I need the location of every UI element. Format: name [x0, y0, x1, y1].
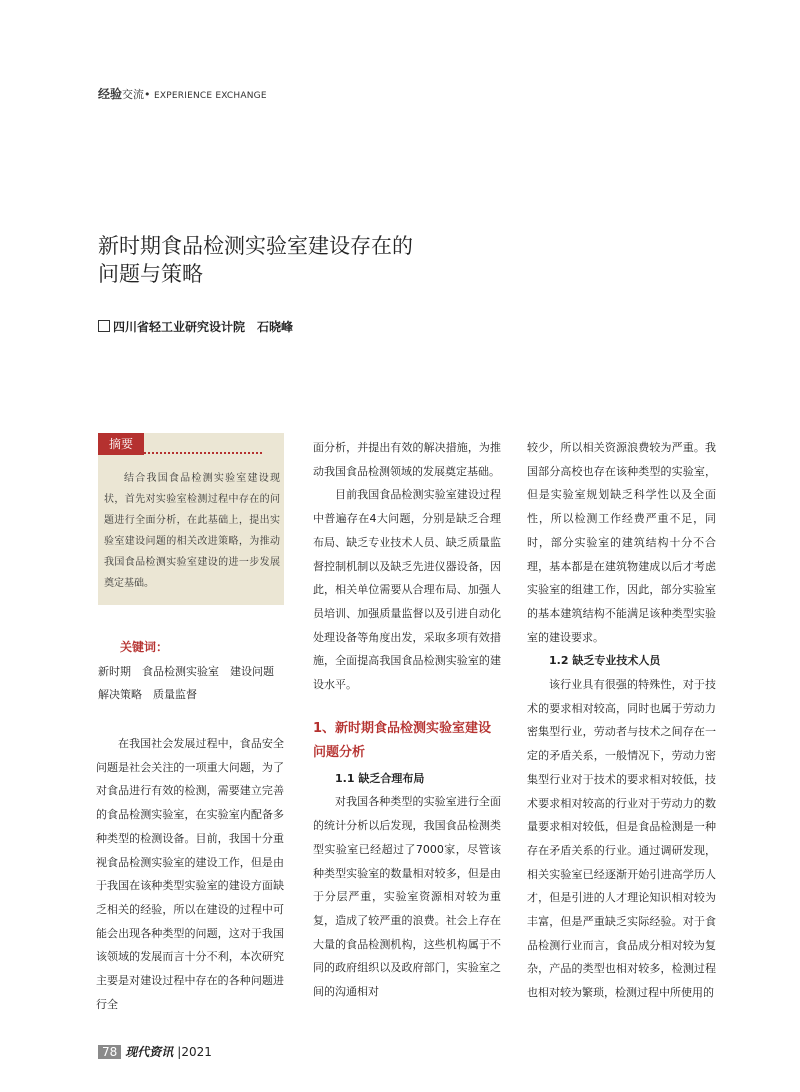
- abstract-paragraph: 结合我国食品检测实验室建设现状，首先对实验室检测过程中存在的问题进行全面分析，在此基础上，提出实验室建设问题的相关改进策略，为推动我国食品检测实验室建设的进一步发展奠定基础。: [104, 473, 280, 589]
- author-line: [98, 318, 293, 335]
- subsection-heading-1-1: 1.1 缺乏合理布局: [335, 771, 425, 785]
- journal-year: 2021: [181, 1045, 212, 1059]
- header-separator: •: [144, 88, 151, 101]
- header-part2: 交流: [122, 88, 145, 101]
- article-title: [98, 232, 413, 288]
- col1-paragraph-1: 在我国社会发展过程中，食品安全问题是社会关注的一项重大问题，为了对食品进行有效的检测，需要建立完善的食品检测实验室，在实验室内配备多种类型的检测设备。目前，我国十分重视食品检测实验室的建设工作，但是由于我国在该种类型实验室的建设方面缺乏相关的经验，所以在建设的过程中可能会出现各种类型的问题，这对于我国该领域的发展而言十分不利，本次研究主要是对建设过程中存在的各种问题进行全: [96, 737, 284, 1011]
- square-icon: [98, 320, 110, 332]
- column-3: [527, 436, 716, 1005]
- column-2: [313, 436, 501, 1004]
- abstract-tag: 摘要: [98, 433, 144, 455]
- column-1: [96, 732, 284, 1016]
- page-number: 78: [98, 1045, 121, 1059]
- col3-paragraph-1: 较少，所以相关资源浪费较为严重。我国部分高校也存在该种类型的实验室，但是实验室规划缺乏科学性以及全面性，所以检测工作经费严重不足，同时，部分实验室的建筑结构十分不合理，基本都是在建筑物建成以后才考虑实验室的组建工作，因此，部分实验室的基本建筑结构不能满足该种类型实验室的建设要求。: [527, 441, 716, 644]
- journal-brand: 现代资讯: [125, 1045, 174, 1059]
- page-footer: 78 现代资讯 |2021: [98, 1043, 212, 1060]
- section-heading-1: 1、新时期食品检测实验室建设问题分析: [313, 720, 492, 760]
- abstract-text: [104, 468, 280, 594]
- header-part1: 经验: [98, 87, 123, 101]
- keywords-title: 关键词：: [120, 640, 169, 654]
- col2-paragraph-1: 面分析，并提出有效的解决措施，为推动我国食品检测领域的发展奠定基础。: [313, 441, 501, 478]
- col2-paragraph-2: 目前我国食品检测实验室建设过程中普遍存在4大问题，分别是缺乏合理布局、缺乏专业技术人员、缺乏质量监督控制机制以及缺乏先进仪器设备，因此，相关单位需要从合理布局、加强人员培训、加强质量监督以及引进自动化处理设备等角度出发，采取多项有效措施，全面提高我国食品检测实验室的建设水平。: [313, 488, 501, 692]
- col2-paragraph-3: 对我国各种类型的实验室进行全面的统计分析以后发现，我国食品检测类型实验室已经超过了7000家，尽管该种类型实验室的数量相对较多，但是由于分层严重，实验室资源相对较为重复，造成了较严重的浪费。社会上存在大量的食品检测机构，这些机构属于不同的政府组织以及政府部门，实验室之间的沟通相对: [313, 795, 501, 999]
- subsection-heading-1-2: 1.2 缺乏专业技术人员: [549, 654, 661, 668]
- author-text: 四川省轻工业研究设计院 石晓峰: [113, 320, 294, 334]
- header-english: EXPERIENCE EXCHANGE: [154, 91, 267, 101]
- title-line-2: 问题与策略: [98, 262, 203, 286]
- keywords-text: 新时期 食品检测实验室 建设问题 解决策略 质量监督: [98, 665, 285, 701]
- abstract-dotted-line: [144, 452, 262, 454]
- running-header: [98, 85, 267, 102]
- title-line-1: 新时期食品检测实验室建设存在的: [98, 234, 413, 258]
- col3-paragraph-2: 该行业具有很强的特殊性，对于技术的要求相对较高，同时也属于劳动力密集型行业，劳动者与技术之间存在一定的矛盾关系，一般情况下，劳动力密集型行业对于技术的要求相对较低，技术要求相对较高的行业对于劳动力的数量要求相对较低，但是食品检测是一种存在矛盾关系的行业。通过调研发现，相关实验室已经逐渐开始引进高学历人才，但是引进的人才理论知识相对较为丰富，但是严重缺乏实际经验。对于食品检测行业而言，食品成分相对较为复杂，产品的类型也相对较多，检测过程也相对较为繁琐，检测过程中所使用的: [527, 678, 716, 1000]
